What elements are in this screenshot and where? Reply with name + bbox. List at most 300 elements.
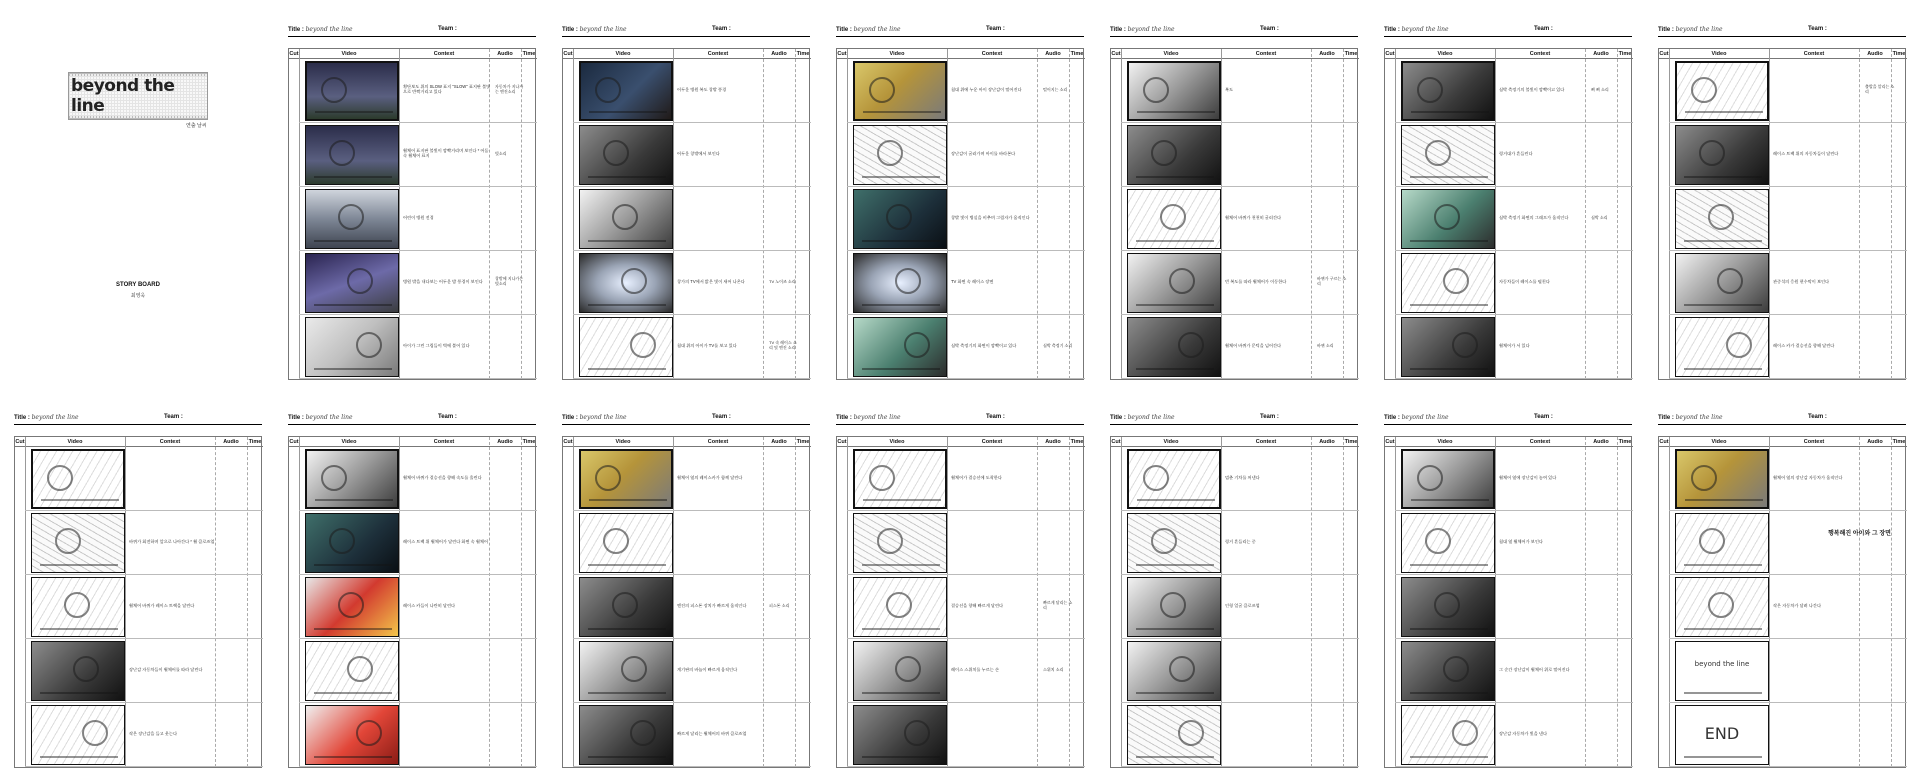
- header-rule: [1384, 36, 1632, 37]
- storyboard-row: [1395, 511, 1633, 575]
- sketch-mark: [877, 528, 903, 554]
- column-header-audio: Audio: [1859, 49, 1891, 59]
- header-rule: [1658, 424, 1906, 425]
- video-thumbnail: [1401, 189, 1495, 249]
- author-name: 최영욱: [130, 293, 146, 299]
- sketch-mark: [588, 628, 666, 630]
- audio-text: [1043, 255, 1073, 307]
- video-thumbnail: [1127, 61, 1221, 121]
- video-thumbnail: [1127, 705, 1221, 765]
- storyboard-grid: [1110, 436, 1358, 768]
- audio-text: [1317, 191, 1347, 243]
- sketch-mark: [862, 240, 940, 242]
- storyboard-sheet: [1110, 410, 1358, 770]
- sketch-mark: [1178, 332, 1204, 358]
- audio-text: [1865, 127, 1895, 179]
- video-thumbnail: [579, 317, 673, 377]
- context-text: [1499, 579, 1587, 631]
- sketch-mark: [55, 528, 81, 554]
- storyboard-row: [847, 639, 1085, 703]
- audio-text: [221, 579, 251, 631]
- audio-text: [769, 707, 799, 759]
- sketch-mark: [630, 332, 656, 358]
- column-header-time: Time: [1343, 437, 1359, 447]
- storyboard-row: [847, 187, 1085, 251]
- team-label: Team :: [712, 414, 731, 420]
- sketch-mark: [1685, 499, 1763, 501]
- thumbnail-caption: END: [1704, 724, 1740, 743]
- storyboard-row: [1121, 315, 1359, 379]
- audio-text: [1865, 515, 1895, 567]
- audio-text: 피스톤 소리: [769, 602, 790, 608]
- context-text: [1773, 191, 1861, 243]
- audio-text: [1591, 515, 1621, 567]
- title-label: Title :: [1384, 415, 1400, 421]
- sketch-mark: [314, 692, 392, 694]
- sketch-mark: [1410, 756, 1488, 758]
- column-header-cut: Cut: [1659, 49, 1669, 59]
- sketch-mark: [595, 465, 621, 491]
- sketch-mark: [1411, 111, 1489, 113]
- video-thumbnail: [305, 253, 399, 313]
- column-header-audio: Audio: [763, 49, 795, 59]
- column-header-time: Time: [1617, 49, 1633, 59]
- sketch-mark: [356, 720, 382, 746]
- column-header-audio: Audio: [1037, 49, 1069, 59]
- context-text: 빠르게 달리는 휠체어의 바퀴 클로즈업: [677, 730, 747, 736]
- audio-text: 스위치 소리: [1043, 666, 1064, 672]
- context-text: 침대 위의 아이가 TV를 보고 있다: [677, 342, 737, 348]
- title-value: beyond the line: [31, 414, 79, 421]
- sketch-mark: [1417, 465, 1443, 491]
- sketch-mark: [1410, 176, 1488, 178]
- audio-text: 빠르게 달리는 소리: [1043, 600, 1073, 610]
- context-text: [1225, 127, 1313, 179]
- audio-text: [495, 643, 525, 695]
- sketch-mark: [315, 111, 393, 113]
- storyboard-grid: [14, 436, 262, 768]
- column-header-audio: Audio: [1037, 437, 1069, 447]
- sketch-mark: [1136, 564, 1214, 566]
- video-thumbnail: [305, 125, 399, 185]
- column-header-audio: Audio: [1859, 437, 1891, 447]
- storyboard-row: [1395, 123, 1633, 187]
- sketch-mark: [1708, 204, 1734, 230]
- context-text: 휠체어가 서 있다: [1499, 342, 1530, 348]
- video-thumbnail: [31, 705, 125, 765]
- sketch-mark: [1136, 756, 1214, 758]
- video-thumbnail: [1127, 125, 1221, 185]
- sketch-mark: [1410, 304, 1488, 306]
- sketch-mark: [356, 332, 382, 358]
- sketch-mark: [588, 240, 666, 242]
- video-thumbnail: [1401, 253, 1495, 313]
- column-header-time: Time: [521, 49, 537, 59]
- audio-text: 심박 소리: [1591, 214, 1608, 220]
- column-header-video: Video: [1395, 437, 1495, 447]
- sketch-mark: [1726, 332, 1752, 358]
- audio-text: [769, 191, 799, 243]
- video-thumbnail: [1675, 513, 1769, 573]
- column-header-context: Context: [673, 437, 763, 447]
- column-header-audio: Audio: [1585, 437, 1617, 447]
- video-thumbnail: [579, 125, 673, 185]
- sketch-mark: [1684, 240, 1762, 242]
- context-text: [1773, 63, 1861, 115]
- video-thumbnail: [1675, 61, 1769, 121]
- sketch-mark: [1434, 204, 1460, 230]
- audio-text: [221, 451, 251, 503]
- column-header-video: Video: [847, 437, 947, 447]
- sketch-mark: [1691, 77, 1717, 103]
- context-text: 복도: [1225, 86, 1234, 92]
- context-text: [403, 707, 491, 759]
- storyboard-row: [847, 447, 1085, 511]
- column-header-audio: Audio: [1585, 49, 1617, 59]
- team-label: Team :: [986, 414, 1005, 420]
- video-thumbnail: [853, 125, 947, 185]
- title-value: beyond the line: [305, 414, 353, 421]
- context-text: 침대 위에 누운 아이 장난감이 떨어진다: [951, 86, 1022, 92]
- sketch-mark: [1136, 368, 1214, 370]
- video-thumbnail: [1675, 449, 1769, 509]
- sketch-mark: [862, 628, 940, 630]
- title-label: Title :: [1110, 27, 1126, 33]
- column-header-cut: Cut: [1111, 437, 1121, 447]
- video-thumbnail: [853, 189, 947, 249]
- audio-text: [221, 515, 251, 567]
- column-header-audio: Audio: [1311, 437, 1343, 447]
- team-label: Team :: [712, 26, 731, 32]
- audio-text: [1865, 707, 1895, 759]
- sketch-mark: [1151, 140, 1177, 166]
- video-thumbnail: [579, 641, 673, 701]
- sketch-mark: [1137, 499, 1215, 501]
- title-value: beyond the line: [305, 26, 353, 33]
- column-header-audio: Audio: [763, 437, 795, 447]
- logo: [68, 72, 208, 120]
- sketch-mark: [877, 140, 903, 166]
- sketch-mark: [1684, 368, 1762, 370]
- sketch-mark: [1425, 528, 1451, 554]
- video-thumbnail: [1401, 61, 1495, 121]
- title-value: beyond the line: [853, 414, 901, 421]
- storyboard-row: [573, 59, 811, 123]
- storyboard-row: [1121, 123, 1359, 187]
- title-label: Title :: [1384, 27, 1400, 33]
- video-thumbnail: [1675, 125, 1769, 185]
- storyboard-row: [573, 123, 811, 187]
- video-thumbnail: [1675, 641, 1769, 701]
- sketch-mark: [314, 304, 392, 306]
- sketch-mark: [589, 499, 667, 501]
- audio-text: 바퀴가 구르는 소리: [1317, 276, 1347, 286]
- sketch-mark: [886, 204, 912, 230]
- sketch-mark: [1717, 268, 1743, 294]
- sketch-mark: [1143, 465, 1169, 491]
- team-label: Team :: [1260, 26, 1279, 32]
- storyboard-grid: [562, 436, 810, 768]
- video-thumbnail: [1127, 577, 1221, 637]
- storyboard-row: [299, 251, 537, 315]
- video-thumbnail: [1401, 705, 1495, 765]
- title-label: Title :: [836, 27, 852, 33]
- video-thumbnail: [1127, 253, 1221, 313]
- video-thumbnail: [31, 513, 125, 573]
- context-text: 어두운 병원 복도 창밖 풍경: [677, 86, 727, 92]
- column-header-cut: Cut: [1659, 437, 1669, 447]
- storyboard-grid: [1384, 436, 1632, 768]
- title-label: Title :: [14, 415, 30, 421]
- audio-text: [1317, 127, 1347, 179]
- sketch-mark: [862, 756, 940, 758]
- context-text: [403, 643, 491, 695]
- column-header-context: Context: [1495, 437, 1585, 447]
- context-text: 장난감이 굴러가며 아이를 바라본다: [951, 150, 1016, 156]
- audio-text: [495, 515, 525, 567]
- audio-text: [1591, 255, 1621, 307]
- sketch-mark: [1136, 692, 1214, 694]
- storyboard-sheet: [836, 22, 1084, 382]
- column-header-video: Video: [1669, 49, 1769, 59]
- sketch-mark: [1452, 332, 1478, 358]
- video-thumbnail: [1675, 317, 1769, 377]
- sketch-mark: [588, 564, 666, 566]
- context-text: 장난감 자동차들이 휠체어를 따라 달린다: [129, 666, 203, 672]
- video-thumbnail: [579, 705, 673, 765]
- thumbnail-caption: beyond the line: [1694, 660, 1750, 668]
- sketch-mark: [588, 176, 666, 178]
- sketch-mark: [904, 332, 930, 358]
- context-text: 어린이 병원 전경: [403, 214, 434, 220]
- storyboard-sheet: [288, 22, 536, 382]
- title-label: Title :: [1658, 415, 1674, 421]
- team-label: Team :: [438, 414, 457, 420]
- context-text: 링거 흔들리는 중: [1225, 538, 1256, 544]
- title-label: Title :: [1110, 415, 1126, 421]
- sketch-mark: [869, 465, 895, 491]
- video-thumbnail: [1675, 577, 1769, 637]
- column-header-context: Context: [947, 49, 1037, 59]
- video-thumbnail: [31, 449, 125, 509]
- sketch-mark: [603, 140, 629, 166]
- storyboard-row: [573, 251, 811, 315]
- sketch-mark: [603, 528, 629, 554]
- sketch-mark: [886, 592, 912, 618]
- storyboard-sheet: [836, 410, 1084, 770]
- audio-text: [1865, 191, 1895, 243]
- storyboard-grid: [288, 48, 536, 380]
- column-header-time: Time: [795, 437, 811, 447]
- storyboard-row: [1395, 575, 1633, 639]
- audio-text: [1865, 451, 1895, 503]
- context-text: 레이스 트랙 위 휠체어가 달린다 화면 속 휠체어: [403, 538, 489, 544]
- context-text: 그 순간 장난감이 휠체어 위로 떨어진다: [1499, 666, 1570, 672]
- sketch-mark: [329, 528, 355, 554]
- storyboard-row: [1669, 575, 1907, 639]
- storyboard-sheet: [1658, 22, 1906, 382]
- sketch-mark: [1410, 692, 1488, 694]
- context-text: 관중석의 응원 현수막이 보인다: [1773, 278, 1830, 284]
- audio-text: [1865, 319, 1895, 371]
- audio-text: [1043, 707, 1073, 759]
- audio-text: [1317, 515, 1347, 567]
- video-thumbnail: [1401, 641, 1495, 701]
- column-header-time: Time: [247, 437, 263, 447]
- column-header-cut: Cut: [289, 49, 299, 59]
- sketch-mark: [1684, 176, 1762, 178]
- video-thumbnail: [1675, 253, 1769, 313]
- storyboard-row: [25, 639, 263, 703]
- context-text: 링거대가 흔들린다: [1499, 150, 1533, 156]
- sketch-mark: [595, 77, 621, 103]
- storyboard-row: [1395, 59, 1633, 123]
- video-thumbnail: [853, 317, 947, 377]
- sketch-mark: [1136, 240, 1214, 242]
- context-text: 작은 자동차가 달려 나간다: [1773, 602, 1821, 608]
- sketch-mark: [1178, 720, 1204, 746]
- sketch-mark: [862, 368, 940, 370]
- storyboard-sheet: [1658, 410, 1906, 770]
- storyboard-row: [1669, 639, 1907, 703]
- storyboard-sheet: [562, 410, 810, 770]
- audio-text: [1317, 63, 1347, 115]
- audio-text: [221, 643, 251, 695]
- video-thumbnail: [1127, 189, 1221, 249]
- sketch-mark: [314, 756, 392, 758]
- storyboard-row: [573, 703, 811, 767]
- sketch-mark: [1136, 628, 1214, 630]
- title-label: Title :: [288, 27, 304, 33]
- storyboard-sheet: [1384, 22, 1632, 382]
- video-thumbnail: [579, 189, 673, 249]
- audio-text: [495, 707, 525, 759]
- context-text: 작은 장난감을 들고 웃는다: [129, 730, 177, 736]
- column-header-audio: Audio: [1311, 49, 1343, 59]
- header-rule: [1384, 424, 1632, 425]
- sketch-mark: [588, 756, 666, 758]
- header-rule: [14, 424, 262, 425]
- column-header-context: Context: [1221, 437, 1311, 447]
- video-thumbnail: [31, 641, 125, 701]
- sketch-mark: [1410, 240, 1488, 242]
- video-thumbnail: [579, 253, 673, 313]
- audio-text: [221, 707, 251, 759]
- video-thumbnail: [579, 577, 673, 637]
- side-note: 행복해진 아이와 그 장면: [1828, 531, 1891, 537]
- sketch-mark: [40, 756, 118, 758]
- column-header-context: Context: [673, 49, 763, 59]
- video-thumbnail: [1401, 449, 1495, 509]
- audio-text: [1317, 451, 1347, 503]
- column-header-context: Context: [947, 437, 1037, 447]
- context-text: [951, 515, 1039, 567]
- storyboard-row: [573, 575, 811, 639]
- header-rule: [1110, 36, 1358, 37]
- audio-text: [1591, 127, 1621, 179]
- storyboard-row: [299, 123, 537, 187]
- column-header-time: Time: [1069, 49, 1085, 59]
- context-text: 장난감 자동차가 빛을 낸다: [1499, 730, 1547, 736]
- sketch-mark: [338, 204, 364, 230]
- video-thumbnail: [305, 641, 399, 701]
- audio-text: 삐 삐 소리: [1591, 86, 1609, 92]
- audio-text: [1591, 643, 1621, 695]
- storyboard-sheet: [1110, 22, 1358, 382]
- storyboard-row: [1669, 703, 1907, 767]
- storyboard-row: [299, 703, 537, 767]
- storyboard-grid: [562, 48, 810, 380]
- storyboard-row: [847, 251, 1085, 315]
- audio-text: [1043, 191, 1073, 243]
- storyboard-row: [847, 123, 1085, 187]
- storyboard-row: [299, 187, 537, 251]
- storyboard-row: [299, 59, 537, 123]
- audio-text: [1317, 707, 1347, 759]
- column-header-context: Context: [399, 437, 489, 447]
- context-text: 휠체어 옆의 레이스카가 함께 달린다: [677, 474, 743, 480]
- context-text: 레이스 스위치를 누르는 손: [951, 666, 999, 672]
- context-text: 침대 옆 휠체어가 보인다: [1499, 538, 1543, 544]
- storyboard-row: [573, 511, 811, 575]
- column-header-video: Video: [1669, 437, 1769, 447]
- context-text: [1225, 707, 1313, 759]
- sketch-mark: [1136, 304, 1214, 306]
- sketch-mark: [47, 465, 73, 491]
- video-thumbnail: [853, 449, 947, 509]
- sketch-mark: [862, 564, 940, 566]
- sketch-mark: [1691, 465, 1717, 491]
- sketch-mark: [895, 656, 921, 682]
- sketch-mark: [589, 111, 667, 113]
- context-text: [677, 515, 765, 567]
- storyboard-row: [1395, 315, 1633, 379]
- storyboard-row: [1121, 447, 1359, 511]
- video-thumbnail: [853, 253, 947, 313]
- sketch-mark: [904, 720, 930, 746]
- header-rule: [836, 36, 1084, 37]
- storyboard-row: [1121, 511, 1359, 575]
- storyboard-row: [1669, 511, 1907, 575]
- audio-text: 출발을 알리는 소리: [1865, 84, 1895, 94]
- context-text: 휠체어 바퀴가 레이스 트랙을 달린다: [129, 602, 195, 608]
- video-thumbnail: [1675, 705, 1769, 765]
- storyboard-row: [847, 575, 1085, 639]
- sketch-mark: [1169, 268, 1195, 294]
- sketch-mark: [630, 720, 656, 746]
- sketch-mark: [315, 499, 393, 501]
- storyboard-row: [25, 447, 263, 511]
- storyboard-grid: [1384, 48, 1632, 380]
- storyboard-sheet: [14, 410, 262, 770]
- storyboard-row: [847, 315, 1085, 379]
- sketch-mark: [338, 592, 364, 618]
- sketch-mark: [863, 111, 941, 113]
- column-header-video: Video: [573, 49, 673, 59]
- title-value: beyond the line: [1401, 414, 1449, 421]
- sketch-mark: [588, 304, 666, 306]
- storyboard-row: [1121, 575, 1359, 639]
- context-text: 계기판의 바늘이 빠르게 움직인다: [677, 666, 738, 672]
- sketch-mark: [321, 77, 347, 103]
- sketch-mark: [1417, 77, 1443, 103]
- column-header-audio: Audio: [489, 437, 521, 447]
- sketch-mark: [1434, 592, 1460, 618]
- audio-text: [1865, 643, 1895, 695]
- title-value: beyond the line: [579, 414, 627, 421]
- context-text: TV 화면 속 레이스 장면: [951, 278, 994, 284]
- video-thumbnail: [1127, 641, 1221, 701]
